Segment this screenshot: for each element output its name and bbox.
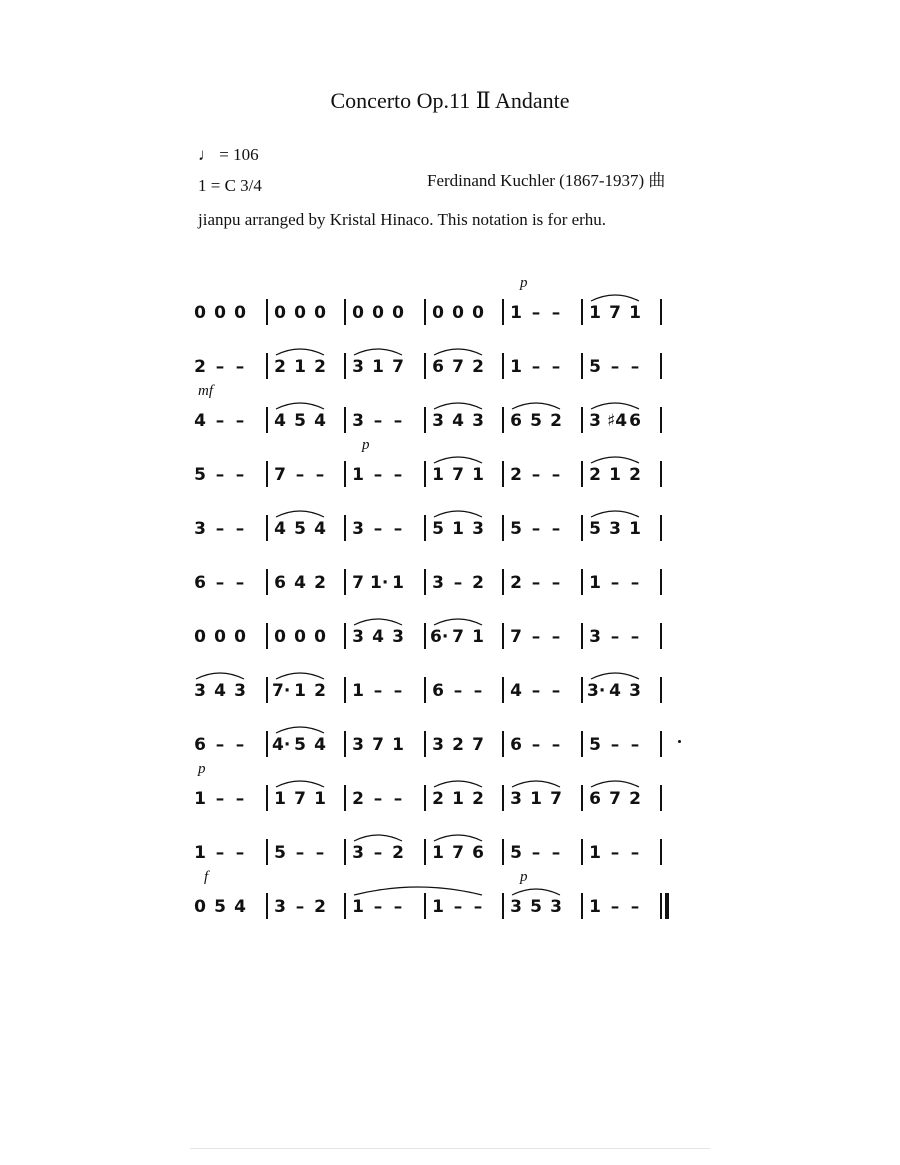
composer-credit: Ferdinand Kuchler (1867-1937) 曲 bbox=[427, 171, 666, 190]
jianpu-note: 2 bbox=[392, 843, 404, 863]
jianpu-note: – bbox=[453, 897, 463, 917]
jianpu-note: 4 bbox=[314, 411, 326, 431]
jianpu-note: 0 bbox=[352, 303, 364, 323]
jianpu-note: 0 bbox=[214, 627, 226, 647]
jianpu-note: 0 bbox=[234, 303, 246, 323]
jianpu-note: 7 bbox=[352, 573, 364, 593]
arranger-credit: jianpu arranged by Kristal Hinaco. This notation is for erhu. bbox=[198, 210, 607, 229]
jianpu-note: – bbox=[610, 735, 620, 755]
jianpu-note: 3 bbox=[352, 735, 364, 755]
jianpu-note: 3 bbox=[472, 411, 484, 431]
slur-arc bbox=[354, 835, 402, 841]
jianpu-note: 1 bbox=[629, 519, 641, 539]
jianpu-note: – bbox=[531, 681, 541, 701]
jianpu-note: 0 bbox=[194, 897, 206, 917]
dynamic-marking: p bbox=[520, 275, 528, 291]
jianpu-note: 1 bbox=[432, 843, 444, 863]
jianpu-note: 7 bbox=[392, 357, 404, 377]
jianpu-note: – bbox=[235, 519, 245, 539]
jianpu-note: – bbox=[630, 573, 640, 593]
jianpu-note: 1 bbox=[432, 897, 444, 917]
jianpu-note: – bbox=[235, 411, 245, 431]
jianpu-note: 0 bbox=[372, 303, 384, 323]
jianpu-note: – bbox=[453, 573, 463, 593]
jianpu-note: – bbox=[453, 681, 463, 701]
jianpu-note: 4 bbox=[314, 519, 326, 539]
jianpu-note: 5 bbox=[510, 843, 522, 863]
jianpu-note: 0 bbox=[194, 627, 206, 647]
jianpu-note: – bbox=[610, 897, 620, 917]
jianpu-note: 3· bbox=[587, 681, 606, 701]
jianpu-note: 5 bbox=[589, 357, 601, 377]
jianpu-note: – bbox=[551, 681, 561, 701]
slur-arc bbox=[591, 511, 639, 517]
jianpu-note: 7 bbox=[372, 735, 384, 755]
tie-arc bbox=[354, 887, 482, 895]
jianpu-note: 7 bbox=[294, 789, 306, 809]
slur-arc bbox=[591, 295, 639, 301]
slur-arc bbox=[591, 403, 639, 409]
jianpu-note: – bbox=[215, 789, 225, 809]
jianpu-note: 1 bbox=[194, 789, 206, 809]
jianpu-note: – bbox=[215, 573, 225, 593]
jianpu-note: 2 bbox=[510, 573, 522, 593]
jianpu-note: 1 bbox=[510, 303, 522, 323]
slur-arc bbox=[512, 781, 560, 787]
slur-arc bbox=[196, 673, 244, 679]
jianpu-note: – bbox=[531, 627, 541, 647]
jianpu-note: 5 bbox=[294, 735, 306, 755]
jianpu-note: – bbox=[531, 465, 541, 485]
jianpu-staff bbox=[190, 0, 715, 1150]
jianpu-note: 2 bbox=[510, 465, 522, 485]
slur-arc bbox=[591, 673, 639, 679]
jianpu-note: 2 bbox=[432, 789, 444, 809]
jianpu-note: 0 bbox=[432, 303, 444, 323]
jianpu-note: 2 bbox=[452, 735, 464, 755]
jianpu-note: 6 bbox=[510, 735, 522, 755]
page-title: Concerto Op.11 Ⅱ Andante bbox=[330, 88, 570, 113]
jianpu-note: 6 bbox=[194, 573, 206, 593]
jianpu-note: 4 bbox=[234, 897, 246, 917]
jianpu-note: – bbox=[295, 843, 305, 863]
stray-dot-mark bbox=[678, 740, 681, 743]
jianpu-note: 6 bbox=[629, 411, 641, 431]
slur-arc bbox=[512, 403, 560, 409]
jianpu-note: 1 bbox=[372, 357, 384, 377]
jianpu-note: – bbox=[215, 357, 225, 377]
slur-arc bbox=[276, 511, 324, 517]
jianpu-note: 4 bbox=[372, 627, 384, 647]
jianpu-note: 2 bbox=[194, 357, 206, 377]
jianpu-note: 2 bbox=[352, 789, 364, 809]
slur-arc bbox=[276, 403, 324, 409]
jianpu-note: – bbox=[610, 357, 620, 377]
jianpu-note: 3 bbox=[609, 519, 621, 539]
jianpu-note: 1 bbox=[294, 357, 306, 377]
jianpu-note: – bbox=[551, 303, 561, 323]
jianpu-note: 5 bbox=[510, 519, 522, 539]
slur-arc bbox=[354, 619, 402, 625]
jianpu-note: – bbox=[630, 843, 640, 863]
jianpu-note: 2 bbox=[274, 357, 286, 377]
jianpu-note: 3 bbox=[550, 897, 562, 917]
jianpu-note: 2 bbox=[314, 357, 326, 377]
jianpu-note: 1 bbox=[352, 897, 364, 917]
jianpu-note: 4· bbox=[272, 735, 291, 755]
jianpu-note: 6 bbox=[194, 735, 206, 755]
jianpu-note: – bbox=[373, 789, 383, 809]
slur-arc bbox=[276, 349, 324, 355]
slur-arc bbox=[354, 349, 402, 355]
jianpu-note: 3 bbox=[352, 519, 364, 539]
jianpu-note: – bbox=[215, 465, 225, 485]
jianpu-note: 3 bbox=[510, 789, 522, 809]
jianpu-note: 1 bbox=[589, 303, 601, 323]
jianpu-note: 5 bbox=[214, 897, 226, 917]
jianpu-note: – bbox=[373, 897, 383, 917]
jianpu-note: – bbox=[393, 411, 403, 431]
jianpu-note: – bbox=[531, 303, 541, 323]
jianpu-note: 1 bbox=[589, 573, 601, 593]
jianpu-note: 3 bbox=[352, 357, 364, 377]
jianpu-note: – bbox=[393, 897, 403, 917]
jianpu-note: 1 bbox=[432, 465, 444, 485]
jianpu-note: 1 bbox=[510, 357, 522, 377]
jianpu-note: 5 bbox=[530, 897, 542, 917]
jianpu-note: – bbox=[551, 627, 561, 647]
jianpu-note: 2 bbox=[629, 465, 641, 485]
jianpu-note: 4 bbox=[609, 681, 621, 701]
jianpu-note: 7 bbox=[274, 465, 286, 485]
jianpu-note: – bbox=[373, 843, 383, 863]
jianpu-note: – bbox=[610, 843, 620, 863]
jianpu-note: 0 bbox=[214, 303, 226, 323]
jianpu-note: 3 bbox=[392, 627, 404, 647]
jianpu-note: 1 bbox=[530, 789, 542, 809]
jianpu-note: – bbox=[551, 735, 561, 755]
jianpu-note: 3 bbox=[194, 681, 206, 701]
jianpu-note: 0 bbox=[392, 303, 404, 323]
jianpu-note: – bbox=[393, 519, 403, 539]
jianpu-note: 0 bbox=[452, 303, 464, 323]
jianpu-note: – bbox=[531, 573, 541, 593]
jianpu-note: – bbox=[315, 465, 325, 485]
jianpu-note: 7 bbox=[452, 465, 464, 485]
jianpu-note: – bbox=[473, 681, 483, 701]
jianpu-note: 4 bbox=[510, 681, 522, 701]
jianpu-note: – bbox=[630, 357, 640, 377]
jianpu-note: 2 bbox=[314, 681, 326, 701]
dynamic-marking: mf bbox=[198, 383, 213, 399]
jianpu-note: – bbox=[295, 897, 305, 917]
jianpu-note: 5 bbox=[194, 465, 206, 485]
jianpu-note: 3 bbox=[472, 519, 484, 539]
jianpu-note: 2 bbox=[472, 357, 484, 377]
jianpu-note: 1 bbox=[609, 465, 621, 485]
jianpu-note: – bbox=[393, 681, 403, 701]
jianpu-note: 5 bbox=[294, 519, 306, 539]
slur-arc bbox=[276, 781, 324, 787]
jianpu-note: – bbox=[630, 735, 640, 755]
dynamic-marking: p bbox=[198, 761, 206, 777]
jianpu-note: – bbox=[473, 897, 483, 917]
jianpu-note: – bbox=[215, 411, 225, 431]
page-bottom-rule bbox=[190, 1148, 710, 1149]
jianpu-note: – bbox=[531, 735, 541, 755]
jianpu-note: 4 bbox=[274, 519, 286, 539]
slur-arc bbox=[591, 781, 639, 787]
dynamic-marking: f bbox=[204, 869, 209, 885]
jianpu-note: 0 bbox=[294, 627, 306, 647]
score-page bbox=[190, 0, 715, 1150]
jianpu-note: 3 bbox=[352, 411, 364, 431]
slur-arc bbox=[434, 457, 482, 463]
jianpu-note: – bbox=[531, 357, 541, 377]
jianpu-note: 3 bbox=[432, 573, 444, 593]
jianpu-note: – bbox=[373, 519, 383, 539]
jianpu-note: 6 bbox=[432, 357, 444, 377]
jianpu-note: – bbox=[551, 357, 561, 377]
slur-arc bbox=[434, 835, 482, 841]
jianpu-note: 2 bbox=[314, 573, 326, 593]
jianpu-note: 0 bbox=[314, 627, 326, 647]
jianpu-note: – bbox=[531, 843, 541, 863]
jianpu-note: 6 bbox=[589, 789, 601, 809]
jianpu-note: 5 bbox=[530, 411, 542, 431]
jianpu-note: 7 bbox=[452, 357, 464, 377]
jianpu-note: 2 bbox=[550, 411, 562, 431]
jianpu-note: – bbox=[235, 789, 245, 809]
jianpu-note: – bbox=[551, 573, 561, 593]
jianpu-note: – bbox=[315, 843, 325, 863]
slur-arc bbox=[591, 457, 639, 463]
jianpu-note: 4 bbox=[274, 411, 286, 431]
jianpu-note: 1 bbox=[452, 789, 464, 809]
jianpu-note: 1 bbox=[294, 681, 306, 701]
jianpu-note: 3 bbox=[274, 897, 286, 917]
jianpu-note: 6 bbox=[274, 573, 286, 593]
dynamic-marking: p bbox=[520, 869, 528, 885]
slur-arc bbox=[276, 727, 324, 733]
jianpu-note: – bbox=[215, 843, 225, 863]
jianpu-note: – bbox=[610, 573, 620, 593]
jianpu-note: – bbox=[610, 627, 620, 647]
jianpu-note: 3 bbox=[432, 735, 444, 755]
jianpu-note: 6· bbox=[430, 627, 449, 647]
slur-and-dot-marks bbox=[190, 0, 715, 1150]
jianpu-note: 1 bbox=[472, 465, 484, 485]
jianpu-note: 3 bbox=[352, 843, 364, 863]
jianpu-note: 5 bbox=[432, 519, 444, 539]
key-signature: 1 = C 3/4 bbox=[198, 176, 262, 195]
jianpu-note: – bbox=[551, 465, 561, 485]
jianpu-note: – bbox=[531, 519, 541, 539]
jianpu-note: 3 bbox=[589, 627, 601, 647]
jianpu-note: – bbox=[630, 627, 640, 647]
jianpu-note: 1 bbox=[314, 789, 326, 809]
tempo-marking: ♩ = 106 bbox=[198, 145, 259, 164]
jianpu-note: 3 bbox=[194, 519, 206, 539]
slur-arc bbox=[434, 619, 482, 625]
jianpu-note: 1· bbox=[370, 573, 389, 593]
jianpu-note: 0 bbox=[274, 303, 286, 323]
jianpu-note: 0 bbox=[472, 303, 484, 323]
jianpu-note: 2 bbox=[589, 465, 601, 485]
jianpu-note: 4 bbox=[314, 735, 326, 755]
slur-arc bbox=[434, 403, 482, 409]
jianpu-note: 3 bbox=[352, 627, 364, 647]
jianpu-note: 2 bbox=[629, 789, 641, 809]
jianpu-note: 1 bbox=[589, 843, 601, 863]
jianpu-note: 1 bbox=[352, 465, 364, 485]
jianpu-note: 1 bbox=[194, 843, 206, 863]
jianpu-note: 4 bbox=[214, 681, 226, 701]
jianpu-note: 5 bbox=[589, 519, 601, 539]
jianpu-note: 1 bbox=[392, 735, 404, 755]
jianpu-note: 1 bbox=[629, 303, 641, 323]
dynamic-marking: p bbox=[362, 437, 370, 453]
jianpu-note: 0 bbox=[314, 303, 326, 323]
jianpu-note: – bbox=[551, 843, 561, 863]
jianpu-note: 7 bbox=[609, 789, 621, 809]
jianpu-note: 3 bbox=[234, 681, 246, 701]
jianpu-note: 7· bbox=[272, 681, 291, 701]
jianpu-note: 1 bbox=[274, 789, 286, 809]
jianpu-note: 6 bbox=[432, 681, 444, 701]
jianpu-note: – bbox=[215, 735, 225, 755]
jianpu-note: – bbox=[373, 465, 383, 485]
slur-arc bbox=[434, 511, 482, 517]
jianpu-note: 2 bbox=[472, 573, 484, 593]
jianpu-note: 3 bbox=[432, 411, 444, 431]
slur-arc bbox=[434, 349, 482, 355]
jianpu-note: 2 bbox=[314, 897, 326, 917]
slur-arc bbox=[512, 889, 560, 895]
jianpu-note: 3 bbox=[629, 681, 641, 701]
jianpu-note: 0 bbox=[294, 303, 306, 323]
jianpu-note: 4 bbox=[452, 411, 464, 431]
jianpu-note: – bbox=[295, 465, 305, 485]
jianpu-note: – bbox=[215, 519, 225, 539]
jianpu-note: – bbox=[235, 573, 245, 593]
jianpu-note: 4 bbox=[194, 411, 206, 431]
jianpu-note: – bbox=[393, 465, 403, 485]
jianpu-note: 0 bbox=[194, 303, 206, 323]
jianpu-note: 7 bbox=[452, 627, 464, 647]
jianpu-note: – bbox=[235, 735, 245, 755]
jianpu-note: – bbox=[393, 789, 403, 809]
jianpu-note: 6 bbox=[510, 411, 522, 431]
jianpu-note: 7 bbox=[609, 303, 621, 323]
jianpu-note: 5 bbox=[274, 843, 286, 863]
slur-arc bbox=[434, 781, 482, 787]
jianpu-note: 0 bbox=[234, 627, 246, 647]
jianpu-note: 3 bbox=[510, 897, 522, 917]
jianpu-note: ♯4 bbox=[607, 411, 628, 431]
jianpu-note: 1 bbox=[352, 681, 364, 701]
jianpu-note: 1 bbox=[472, 627, 484, 647]
jianpu-note: 1 bbox=[452, 519, 464, 539]
jianpu-note: 2 bbox=[472, 789, 484, 809]
jianpu-note: 5 bbox=[589, 735, 601, 755]
jianpu-note: 5 bbox=[294, 411, 306, 431]
jianpu-note: – bbox=[373, 681, 383, 701]
jianpu-note: 4 bbox=[294, 573, 306, 593]
jianpu-note: 0 bbox=[274, 627, 286, 647]
jianpu-note: 7 bbox=[452, 843, 464, 863]
jianpu-note: – bbox=[235, 357, 245, 377]
jianpu-note: – bbox=[551, 519, 561, 539]
jianpu-note: – bbox=[235, 465, 245, 485]
jianpu-note: 6 bbox=[472, 843, 484, 863]
jianpu-note: – bbox=[630, 897, 640, 917]
jianpu-note: – bbox=[235, 843, 245, 863]
jianpu-note: 1 bbox=[589, 897, 601, 917]
jianpu-note: – bbox=[373, 411, 383, 431]
jianpu-note: 1 bbox=[392, 573, 404, 593]
jianpu-note: 7 bbox=[472, 735, 484, 755]
slur-arc bbox=[276, 673, 324, 679]
jianpu-note: 7 bbox=[510, 627, 522, 647]
jianpu-note: 7 bbox=[550, 789, 562, 809]
jianpu-note: 3 bbox=[589, 411, 601, 431]
